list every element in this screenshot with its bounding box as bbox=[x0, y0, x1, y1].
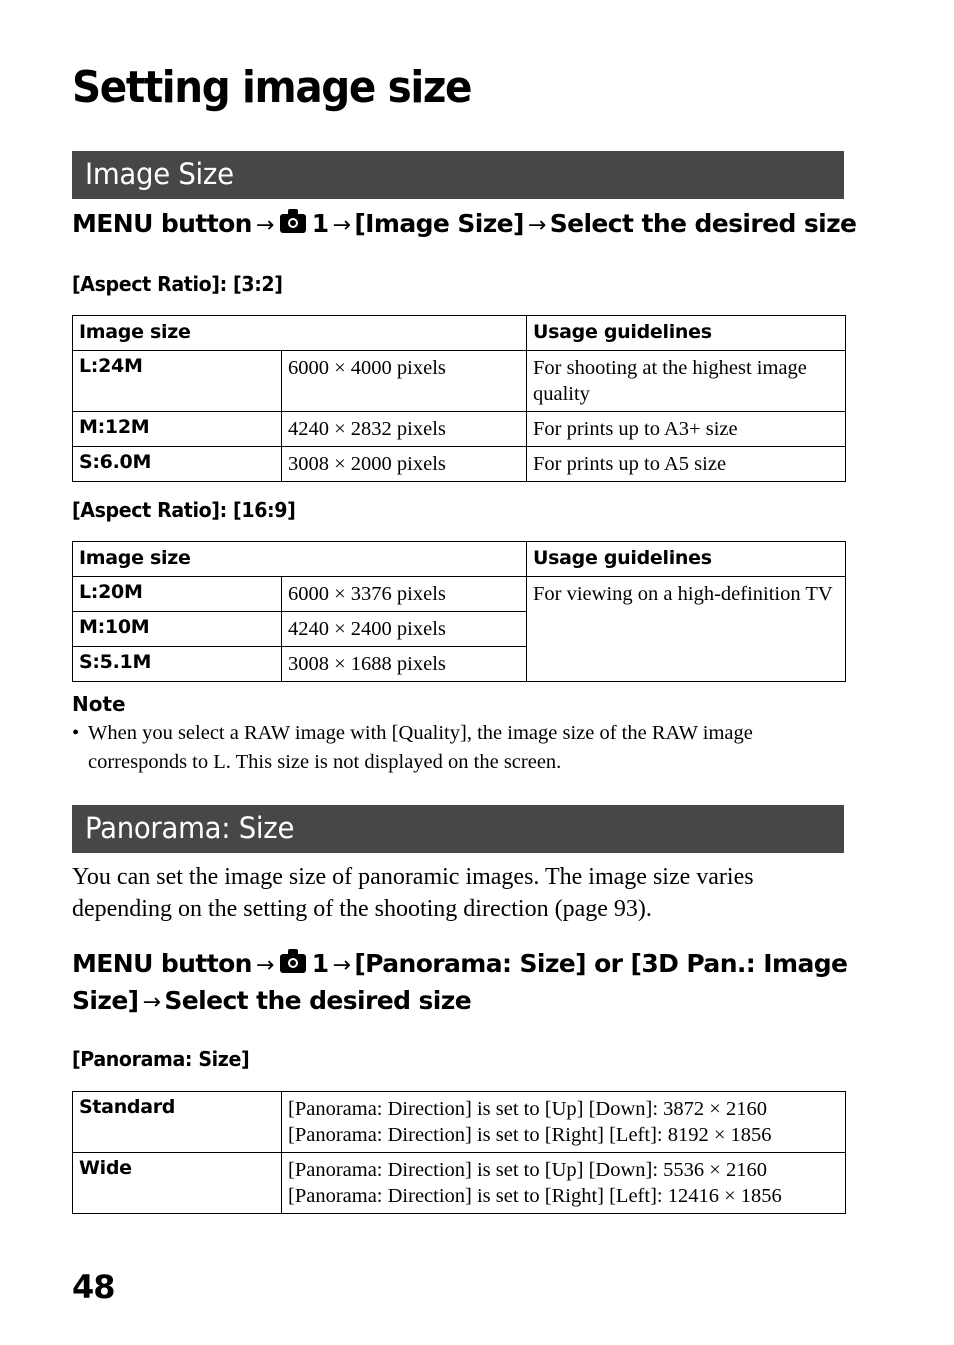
aspect-ratio-3-2-label: [Aspect Ratio]: [3:2] bbox=[72, 272, 283, 296]
panorama-value-line: [Panorama: Direction] is set to [Right] [Left]: 8192 × 1856 bbox=[288, 1124, 772, 1146]
pixels-cell: 6000 × 4000 pixels bbox=[282, 351, 527, 412]
usage-cell: For shooting at the highest image quality bbox=[527, 351, 846, 412]
size-cell: S:6.0M bbox=[73, 447, 282, 482]
column-header-usage: Usage guidelines bbox=[527, 542, 846, 577]
menu-item: [Panorama: Size] or [3D Pan.: Image Size] bbox=[72, 949, 848, 1015]
pixels-cell: 6000 × 3376 pixels bbox=[282, 577, 527, 612]
size-cell: L:24M bbox=[73, 351, 282, 412]
size-cell: M:12M bbox=[73, 412, 282, 447]
menu-path-image-size bbox=[72, 206, 862, 243]
menu-path-panorama-size bbox=[72, 946, 862, 1020]
pixels-cell: 4240 × 2832 pixels bbox=[282, 412, 527, 447]
table-row bbox=[73, 1153, 846, 1214]
aspect-ratio-16-9-label: [Aspect Ratio]: [16:9] bbox=[72, 498, 296, 522]
page-number: 48 bbox=[72, 1268, 115, 1306]
page-title: Setting image size bbox=[72, 62, 472, 113]
menu-tab-number: 1 bbox=[311, 949, 329, 978]
table-row bbox=[73, 577, 846, 612]
arrow-icon: → bbox=[142, 990, 161, 1015]
camera-icon bbox=[280, 214, 306, 233]
menu-tab-number: 1 bbox=[311, 209, 329, 238]
column-header-image-size: Image size bbox=[73, 316, 527, 351]
menu-label: MENU button bbox=[72, 949, 252, 978]
image-size-table-3-2 bbox=[72, 315, 846, 482]
section-header-image-size bbox=[72, 151, 844, 199]
column-header-usage: Usage guidelines bbox=[527, 316, 846, 351]
table-row bbox=[73, 447, 846, 482]
camera-icon bbox=[280, 954, 306, 973]
arrow-icon: → bbox=[255, 953, 274, 978]
panorama-name-cell: Wide bbox=[73, 1153, 282, 1214]
panorama-value-line: [Panorama: Direction] is set to [Up] [Down]: 5536 × 2160 bbox=[288, 1159, 767, 1181]
usage-cell: For viewing on a high-definition TV bbox=[527, 577, 846, 682]
bullet: • bbox=[72, 722, 80, 744]
panorama-size-label: [Panorama: Size] bbox=[72, 1047, 250, 1071]
note-body: When you select a RAW image with [Quality], the image size of the RAW image corresponds to L. This size is not displayed on the screen. bbox=[88, 722, 753, 773]
section-heading: Panorama: Size bbox=[85, 811, 295, 845]
usage-cell: For prints up to A3+ size bbox=[527, 412, 846, 447]
size-cell: S:5.1M bbox=[73, 647, 282, 682]
arrow-icon: → bbox=[332, 953, 351, 978]
menu-label: MENU button bbox=[72, 209, 252, 238]
table-header-row bbox=[73, 316, 846, 351]
arrow-icon: → bbox=[332, 213, 351, 238]
panorama-intro-paragraph: You can set the image size of panoramic images. The image size varies depending on the setting of the shooting direction (page 93). bbox=[72, 864, 754, 922]
usage-cell: For prints up to A5 size bbox=[527, 447, 846, 482]
arrow-icon: → bbox=[527, 213, 546, 238]
panorama-values-cell bbox=[282, 1153, 846, 1214]
panorama-name-cell: Standard bbox=[73, 1092, 282, 1153]
size-cell: M:10M bbox=[73, 612, 282, 647]
size-cell: L:20M bbox=[73, 577, 282, 612]
menu-item: [Image Size] bbox=[354, 209, 524, 238]
table-row bbox=[73, 1092, 846, 1153]
column-header-image-size: Image size bbox=[73, 542, 527, 577]
note-text bbox=[72, 719, 842, 777]
menu-action: Select the desired size bbox=[549, 209, 857, 238]
panorama-values-cell bbox=[282, 1092, 846, 1153]
image-size-table-16-9 bbox=[72, 541, 846, 682]
pixels-cell: 4240 × 2400 pixels bbox=[282, 612, 527, 647]
pixels-cell: 3008 × 2000 pixels bbox=[282, 447, 527, 482]
menu-action: Select the desired size bbox=[164, 986, 472, 1015]
panorama-size-table bbox=[72, 1091, 846, 1214]
pixels-cell: 3008 × 1688 pixels bbox=[282, 647, 527, 682]
table-row bbox=[73, 412, 846, 447]
arrow-icon: → bbox=[255, 213, 274, 238]
table-row bbox=[73, 351, 846, 412]
table-header-row bbox=[73, 542, 846, 577]
note-heading: Note bbox=[72, 692, 126, 716]
section-heading: Image Size bbox=[85, 157, 234, 191]
panorama-value-line: [Panorama: Direction] is set to [Up] [Down]: 3872 × 2160 bbox=[288, 1098, 767, 1120]
section-header-panorama-size bbox=[72, 805, 844, 853]
panorama-value-line: [Panorama: Direction] is set to [Right] [Left]: 12416 × 1856 bbox=[288, 1185, 782, 1207]
